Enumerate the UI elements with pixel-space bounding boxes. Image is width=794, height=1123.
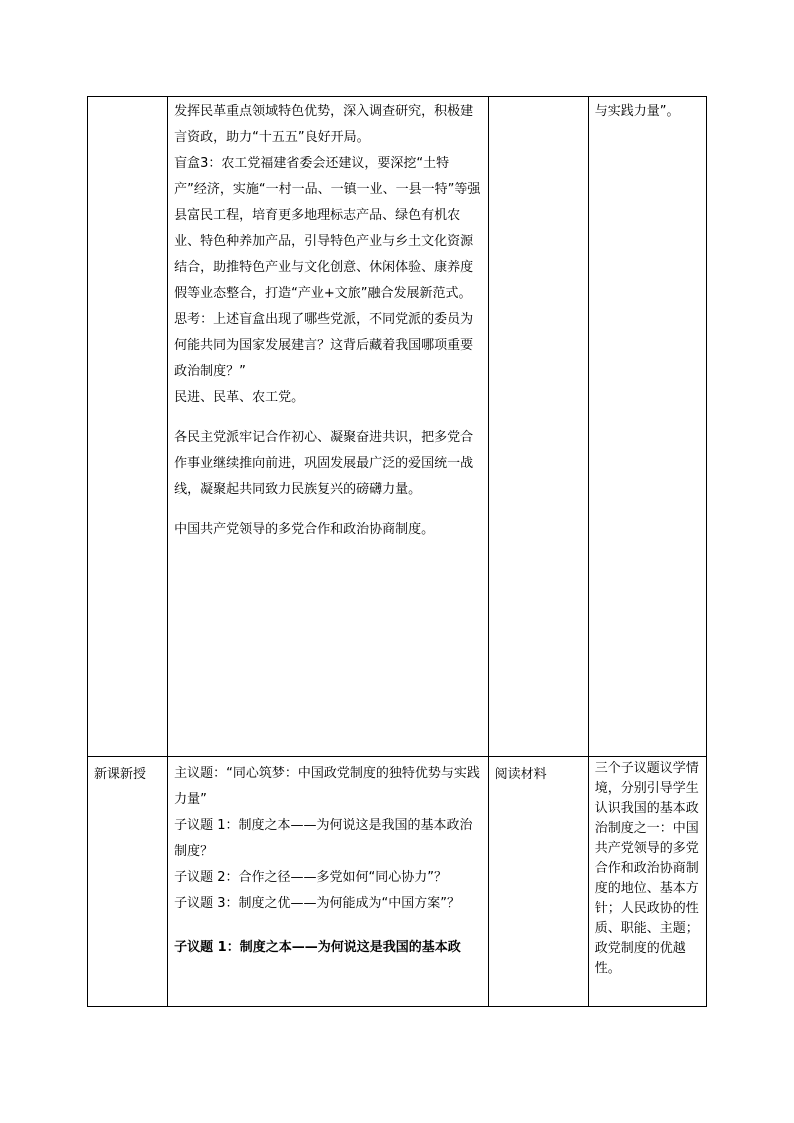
activity-cell <box>488 97 588 757</box>
paragraph: 子议题 1：制度之本——为何说这是我国的基本政治制度？ <box>174 818 473 859</box>
intent-cell <box>588 757 706 1007</box>
paragraph: 各民主党派牢记合作初心、凝聚奋进共识，把多党合作事业继续推向前进，巩固发展最广泛的爱国统一战线，凝聚起共同致力民族复兴的磅礴力量。 <box>174 430 474 497</box>
content-cell <box>168 97 489 757</box>
content-cell <box>168 757 489 1007</box>
table-row <box>88 97 707 757</box>
intent-text: 三个子议题议学情境，分别引导学生认识我国的基本政治制度之一：中国共产党领导的多党合作和政治协商制度的地位、基本方针；人民政协的性质、职能、主题；政党制度的优越性。 <box>594 761 699 976</box>
intent-cell <box>588 97 706 757</box>
paragraph: 发挥民革重点领域特色优势，深入调查研究，积极建言资政，助力“十五五”良好开局。 <box>174 104 474 145</box>
paragraph: 主议题：“同心筑梦：中国政党制度的独特优势与实践力量” <box>174 766 480 807</box>
paragraph: 子议题 2：合作之径——多党如何“同心协力”？ <box>174 870 447 885</box>
paragraph: 中国共产党领导的多党合作和政治协商制度。 <box>174 522 435 537</box>
paragraph: 盲盒3：农工党福建省委会还建议，要深挖“土特产”经济，实施“一村一品、一镇一业、一县一特”等强县富民工程，培育更多地理标志产品、绿色有机农业、特色种养加产品，引导特色产业与乡土文化资源结合，助推特色产业与文化创意、休闲体验、康养度假等业态整合，打造“产业+文旅”融合发展新范式。 <box>174 156 481 301</box>
paragraph: 与实践力量”。 <box>594 104 680 119</box>
table-row <box>88 757 707 1007</box>
lesson-plan-table <box>87 96 707 1007</box>
activity-cell <box>488 757 588 1007</box>
activity-label: 阅读材料 <box>494 767 547 782</box>
paragraph: 子议题 1：制度之本——为何说这是我国的基本政 <box>174 940 461 955</box>
paragraph: 子议题 3：制度之优——为何能成为“中国方案”？ <box>174 896 460 911</box>
stage-label: 新课新授 <box>94 767 147 782</box>
paragraph: 思考：上述盲盒出现了哪些党派，不同党派的委员为何能共同为国家发展建言？这背后藏着我国哪项重要政治制度？” <box>174 312 474 379</box>
stage-cell <box>88 97 168 757</box>
paragraph: 民进、民革、农工党。 <box>174 390 305 405</box>
stage-cell <box>88 757 168 1007</box>
